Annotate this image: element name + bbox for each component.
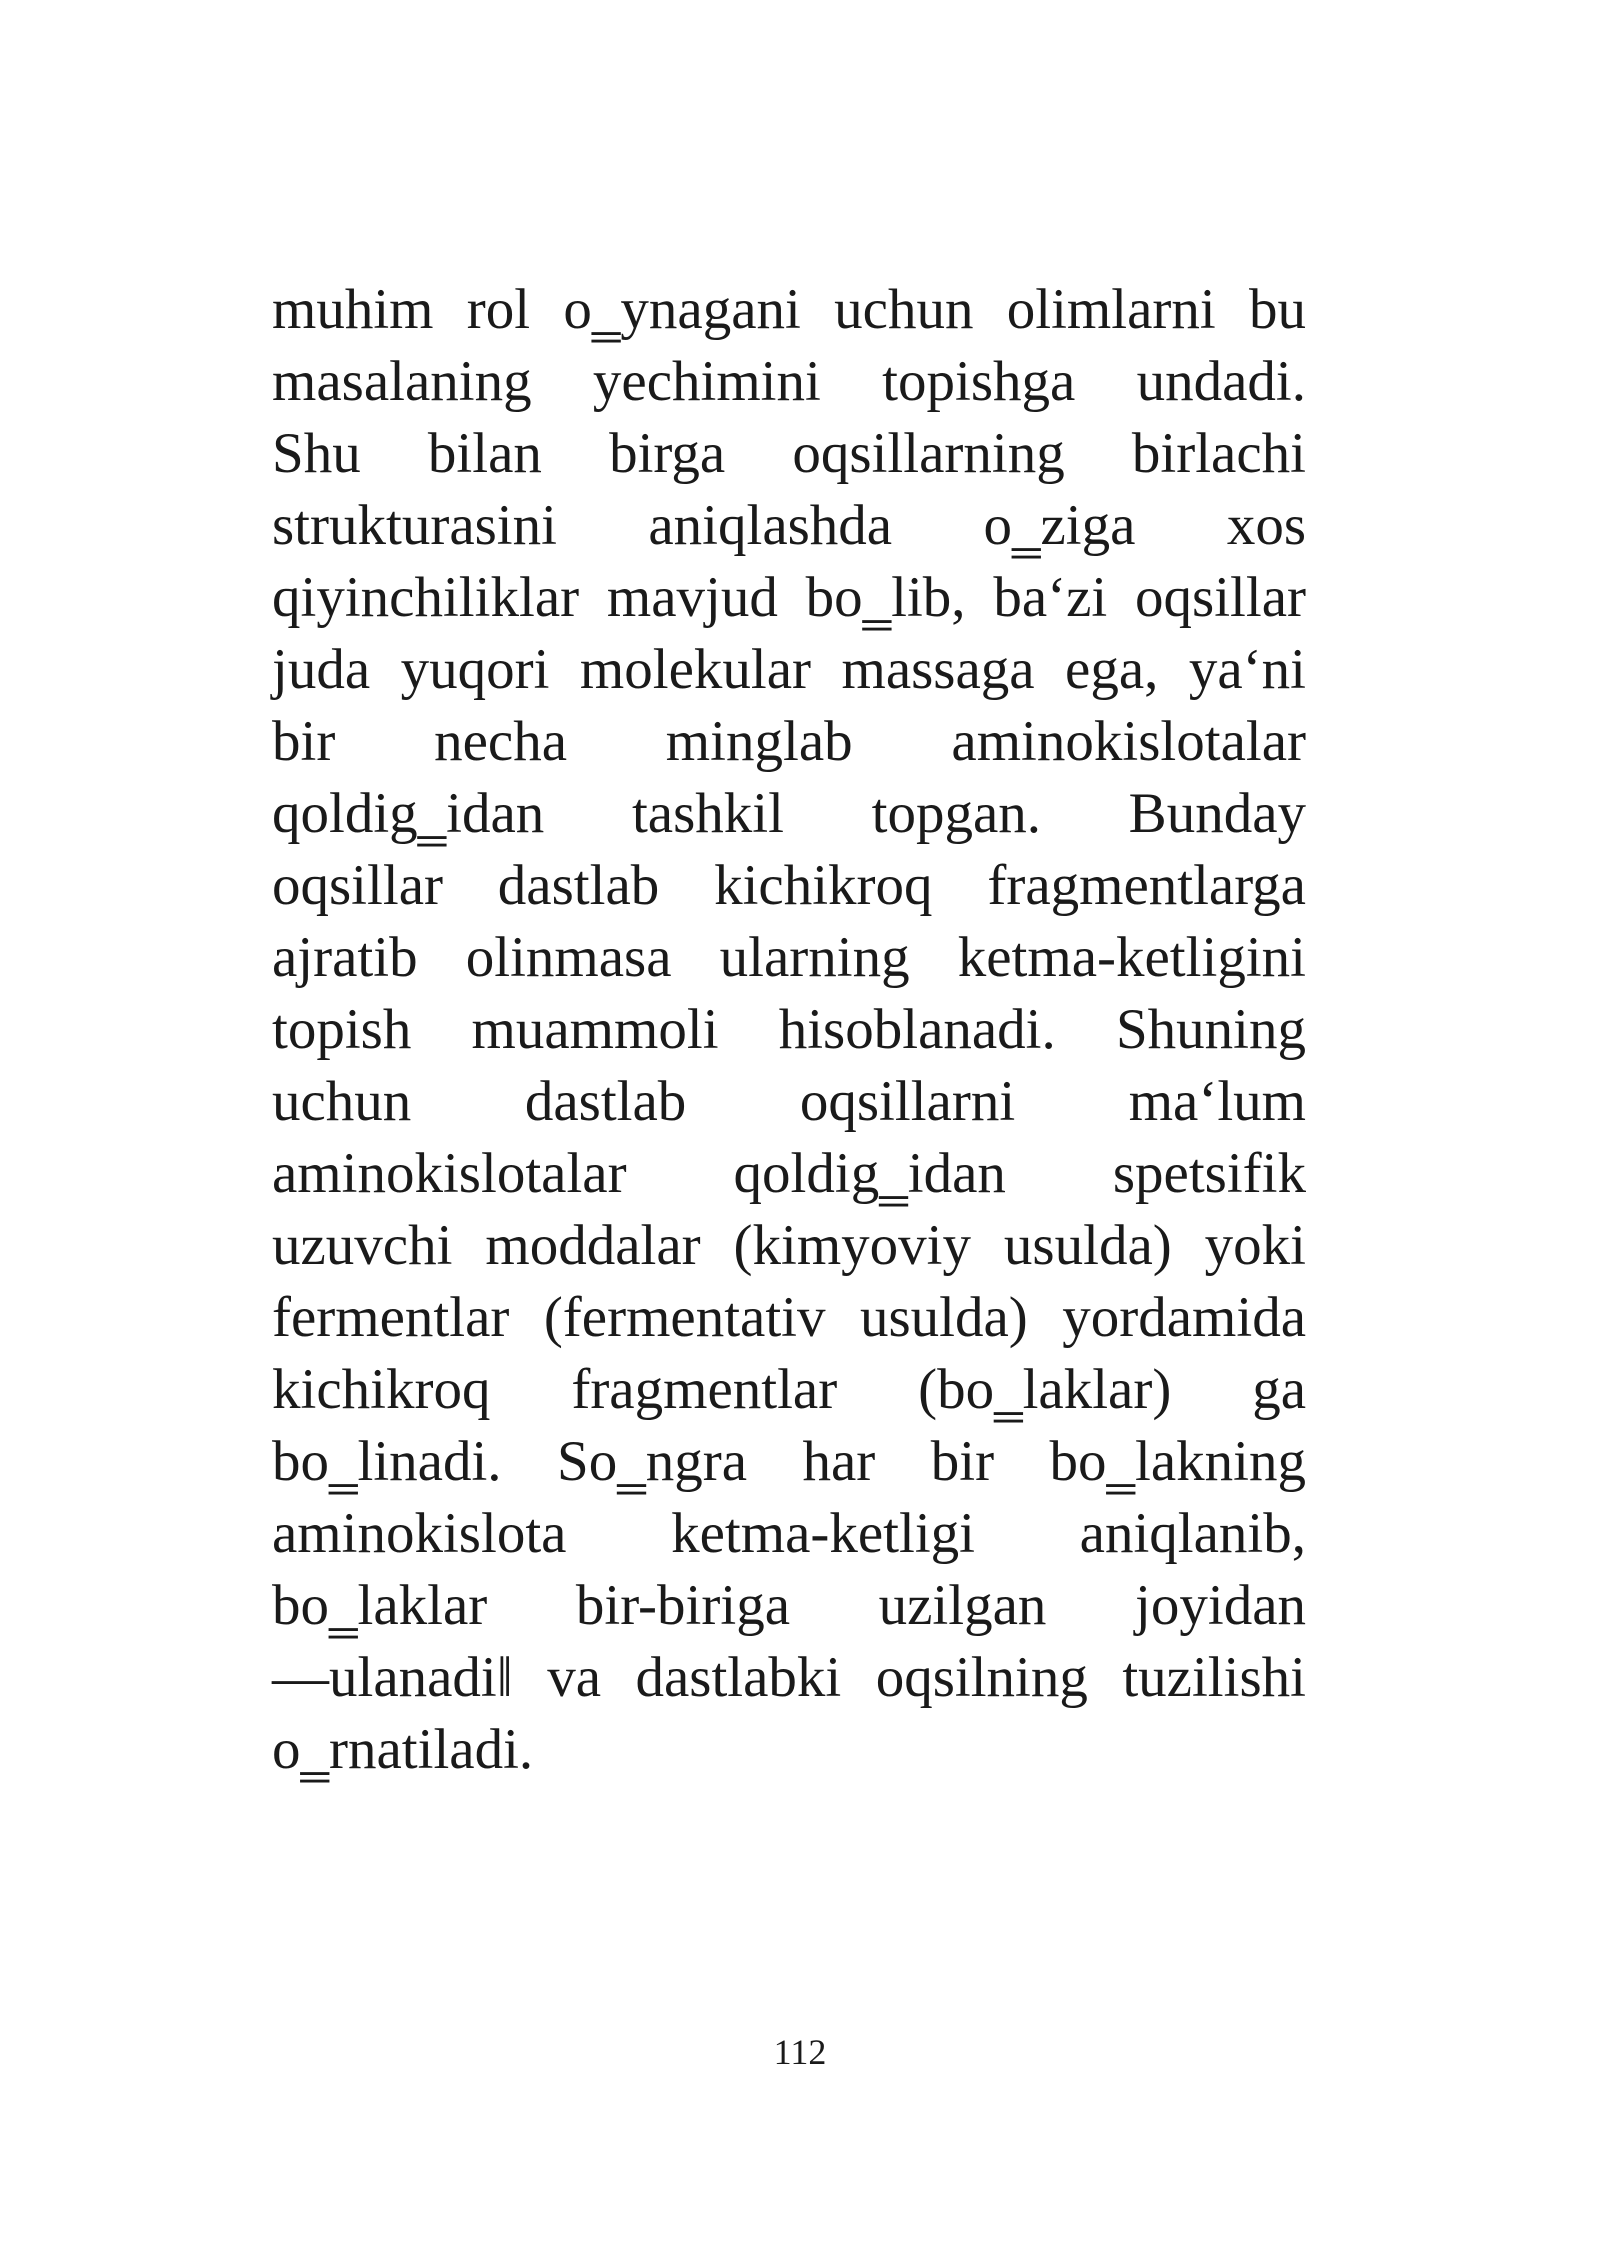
text-line: qoldig‗idan tashkil topgan. Bunday xyxy=(272,782,1306,845)
text-line: qiyinchiliklar mavjud bo‗lib, ba‘zi oqsillar xyxy=(272,566,1306,629)
text-line: bo‗linadi. So‗ngra har bir bo‗lakning xyxy=(272,1430,1306,1493)
page-number: 112 xyxy=(773,2032,827,2072)
text-line: oqsillar dastlab kichikroq fragmentlarga xyxy=(272,854,1306,917)
text-line-last: o‗rnatiladi. xyxy=(272,1718,534,1781)
text-line: bir necha minglab aminokislotalar xyxy=(272,710,1306,773)
text-line: kichikroq fragmentlar (bo‗laklar) ga xyxy=(272,1358,1306,1421)
text-line: Shu bilan birga oqsillarning birlachi xyxy=(272,422,1306,485)
text-line: fermentlar (fermentativ usulda) yordamida xyxy=(272,1286,1306,1349)
text-line: aminokislotalar qoldig‗idan spetsifik xyxy=(272,1142,1306,1205)
text-line: strukturasini aniqlashda o‗ziga xos xyxy=(272,494,1306,557)
text-line: juda yuqori molekular massaga ega, ya‘ni xyxy=(272,638,1306,701)
text-line: uzuvchi moddalar (kimyoviy usulda) yoki xyxy=(272,1214,1306,1277)
text-line: muhim rol o‗ynagani uchun olimlarni bu xyxy=(272,278,1306,341)
text-line: uchun dastlab oqsillarni ma‘lum xyxy=(272,1070,1306,1133)
text-line: aminokislota ketma-ketligi aniqlanib, xyxy=(272,1502,1306,1565)
body-paragraph xyxy=(272,274,1306,1786)
text-line: ajratib olinmasa ularning ketma-ketligini xyxy=(272,926,1306,989)
text-line: bo‗laklar bir-biriga uzilgan joyidan xyxy=(272,1574,1306,1637)
text-line: ―ulanadi‖ va dastlabki oqsilning tuzilishi xyxy=(272,1646,1306,1709)
text-line: topish muammoli hisoblanadi. Shuning xyxy=(272,998,1306,1061)
text-line: masalaning yechimini topishga undadi. xyxy=(272,350,1306,413)
